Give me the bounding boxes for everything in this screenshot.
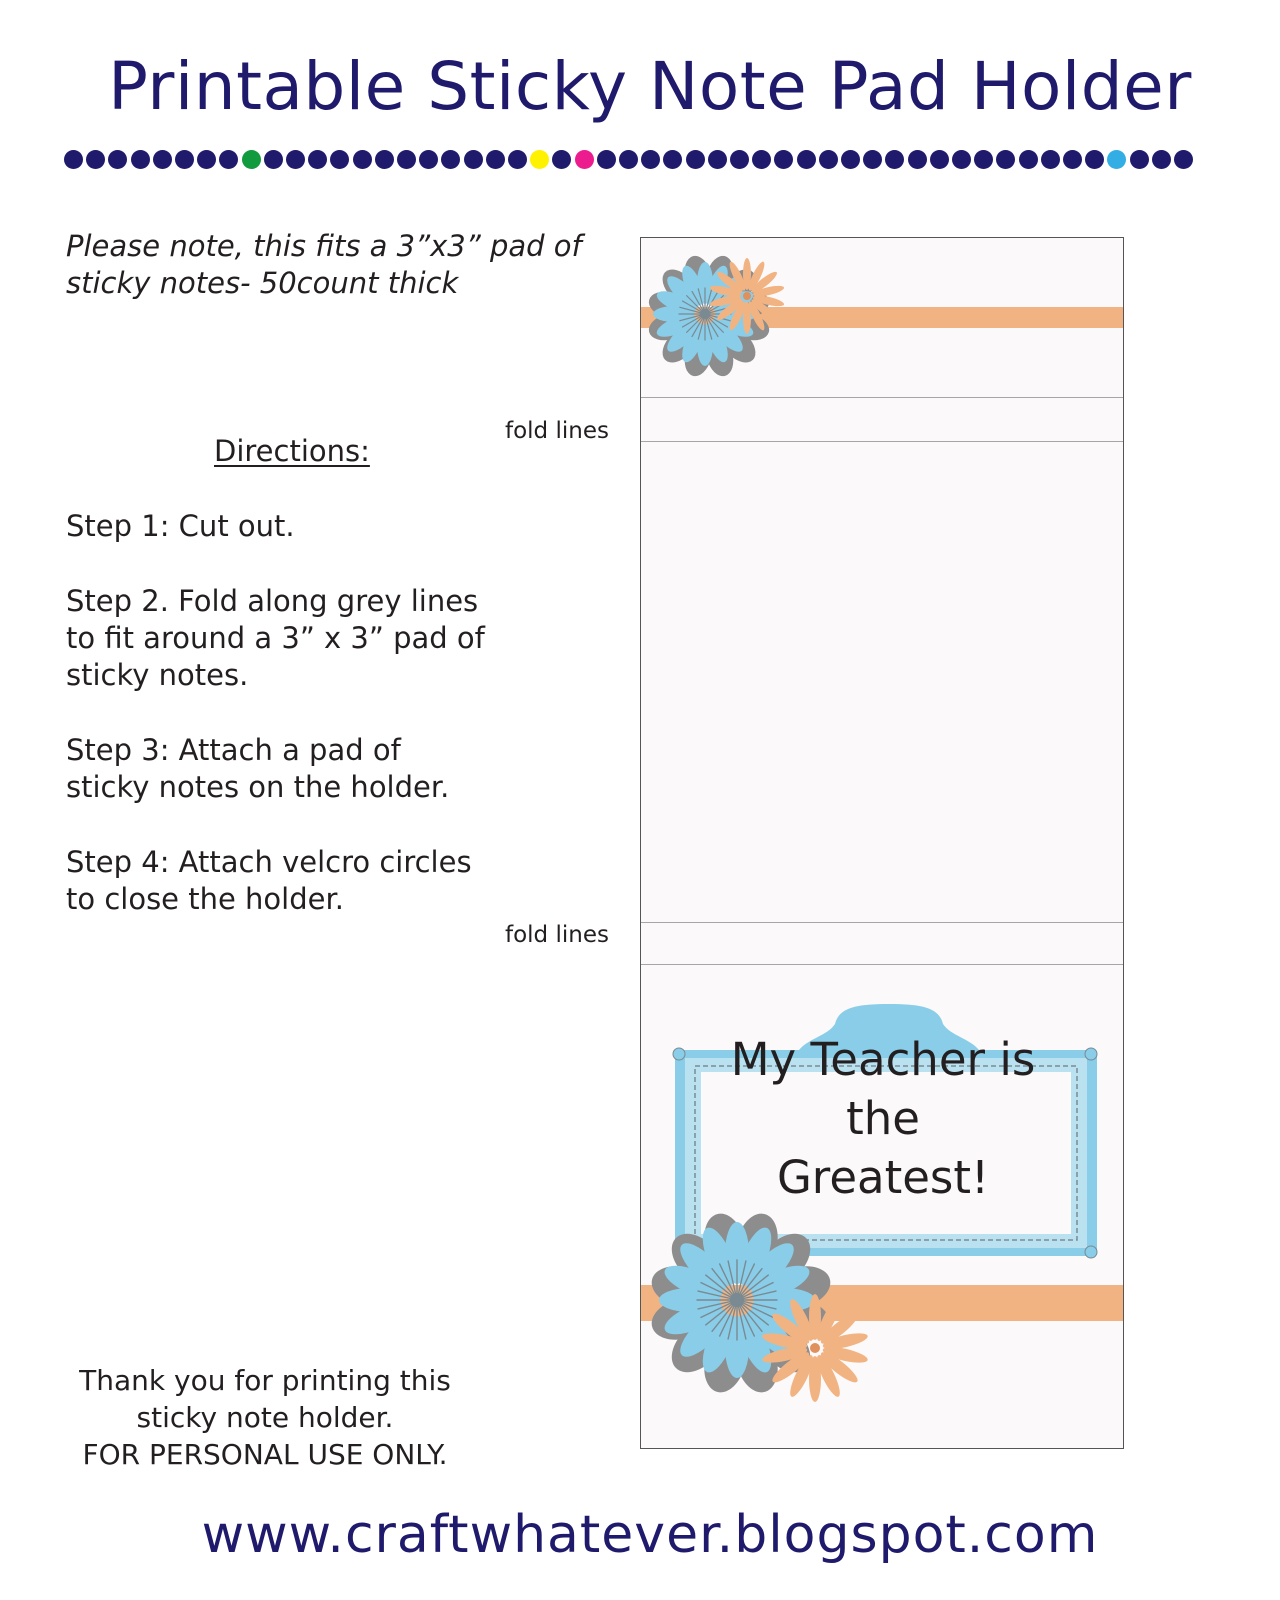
directions-heading: Directions: (214, 434, 370, 468)
divider-dot (308, 150, 327, 169)
fold-line (641, 397, 1123, 398)
step-2: Step 2. Fold along grey lines to fit around a 3” x 3” pad of sticky notes. (66, 584, 485, 692)
divider-dot (530, 150, 549, 169)
fold-line (641, 964, 1123, 965)
dot-divider (64, 150, 1224, 172)
blog-url: www.craftwhatever.blogspot.com (201, 1505, 1099, 1565)
divider-dot (774, 150, 793, 169)
fold-line (641, 441, 1123, 442)
divider-dot (153, 150, 172, 169)
divider-dot (952, 150, 971, 169)
divider-dot (131, 150, 150, 169)
divider-dot (1041, 150, 1060, 169)
divider-dot (1085, 150, 1104, 169)
divider-dot (375, 150, 394, 169)
divider-dot (419, 150, 438, 169)
divider-dot (1019, 150, 1038, 169)
page-title: Printable Sticky Note Pad Holder (108, 48, 1192, 125)
divider-dot (108, 150, 127, 169)
divider-dot (197, 150, 216, 169)
divider-dot (597, 150, 616, 169)
divider-dot (730, 150, 749, 169)
top-flower-cluster-icon (641, 248, 811, 388)
divider-dot (930, 150, 949, 169)
divider-dot (908, 150, 927, 169)
divider-dot (819, 150, 838, 169)
divider-dot (330, 150, 349, 169)
divider-dot (863, 150, 882, 169)
divider-dot (974, 150, 993, 169)
divider-dot (686, 150, 705, 169)
bottom-flower-cluster-icon (641, 1208, 881, 1408)
divider-dot (353, 150, 372, 169)
size-note: Please note, this fits a 3”x3” pad of sticky notes- 50count thick (66, 229, 582, 300)
divider-dot (264, 150, 283, 169)
divider-dot (663, 150, 682, 169)
divider-dot (508, 150, 527, 169)
divider-dot (242, 150, 261, 169)
divider-dot (464, 150, 483, 169)
fold-lines-label-top: fold lines (505, 418, 609, 444)
divider-dot (219, 150, 238, 169)
step-3: Step 3: Attach a pad of sticky notes on the holder. (66, 733, 450, 804)
divider-dot (441, 150, 460, 169)
divider-dot (1130, 150, 1149, 169)
divider-dot (397, 150, 416, 169)
divider-dot (552, 150, 571, 169)
fold-lines-label-bottom: fold lines (505, 922, 609, 948)
divider-dot (841, 150, 860, 169)
divider-dot (575, 150, 594, 169)
divider-dot (1063, 150, 1082, 169)
divider-dot (86, 150, 105, 169)
divider-dot (286, 150, 305, 169)
divider-dot (486, 150, 505, 169)
divider-dot (1174, 150, 1193, 169)
thank-you-note: Thank you for printing this sticky note holder. FOR PERSONAL USE ONLY. (79, 1364, 451, 1471)
step-1: Step 1: Cut out. (66, 509, 295, 543)
divider-dot (1152, 150, 1171, 169)
fold-line (641, 922, 1123, 923)
divider-dot (64, 150, 83, 169)
sticky-note-holder-panel (640, 237, 1124, 1449)
divider-dot (708, 150, 727, 169)
divider-dot (1107, 150, 1126, 169)
divider-dot (996, 150, 1015, 169)
divider-dot (797, 150, 816, 169)
frame-caption: My Teacher is the Greatest! (730, 1033, 1036, 1204)
divider-dot (619, 150, 638, 169)
step-4: Step 4: Attach velcro circles to close the holder. (66, 845, 472, 916)
divider-dot (175, 150, 194, 169)
divider-dot (752, 150, 771, 169)
divider-dot (885, 150, 904, 169)
divider-dot (641, 150, 660, 169)
